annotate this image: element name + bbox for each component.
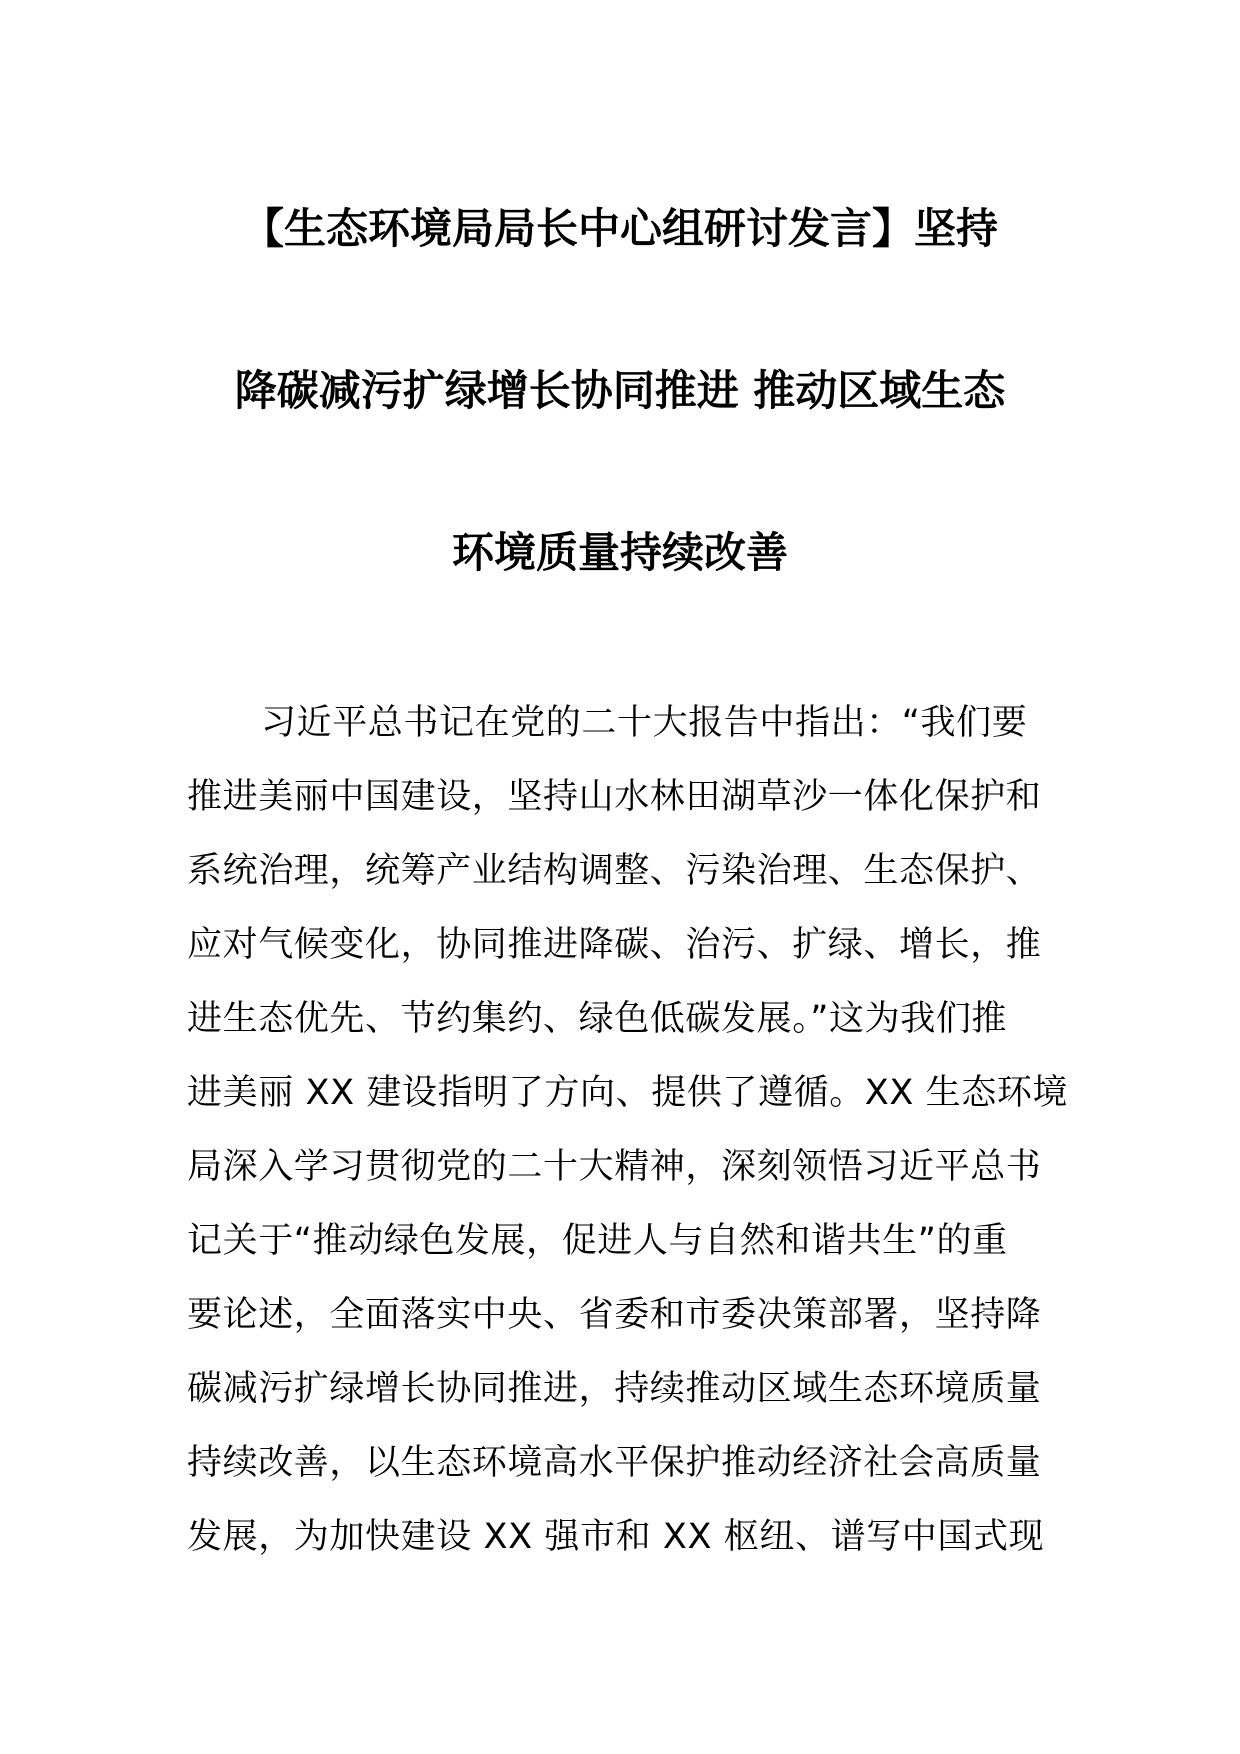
body-line: 进美丽 XX 建设指明了方向、提供了遵循。XX 生态环境 bbox=[187, 1073, 1069, 1113]
title-line-1: 【生态环境局局长中心组研讨发言】坚持 bbox=[241, 204, 998, 253]
title-line-3: 环境质量持续改善 bbox=[451, 528, 788, 577]
body-line: 应对气候变化，协同推进降碳、治污、扩绿、增长，推 bbox=[187, 925, 1042, 965]
title-line-2: 降碳减污扩绿增长协同推进 推动区域生态 bbox=[234, 366, 1006, 415]
body-line: 进生态优先、节约集约、绿色低碳发展。”这为我们推 bbox=[187, 999, 1008, 1039]
body-line: 系统治理，统筹产业结构调整、污染治理、生态保护、 bbox=[187, 851, 1042, 891]
body-line: 碳减污扩绿增长协同推进，持续推动区域生态环境质量 bbox=[187, 1369, 1042, 1409]
body-line: 习近平总书记在党的二十大报告中指出：“我们要 bbox=[261, 703, 1028, 743]
body-line: 局深入学习贯彻党的二十大精神，深刻领悟习近平总书 bbox=[187, 1147, 1042, 1187]
body-line: 发展，为加快建设 XX 强市和 XX 枢纽、谱写中国式现 bbox=[187, 1517, 1045, 1557]
body-line: 持续改善，以生态环境高水平保护推动经济社会高质量 bbox=[187, 1443, 1042, 1483]
body-line: 记关于“推动绿色发展，促进人与自然和谐共生”的重 bbox=[187, 1221, 1008, 1261]
body-line: 要论述，全面落实中央、省委和市委决策部署，坚持降 bbox=[187, 1295, 1042, 1335]
body-line: 推进美丽中国建设，坚持山水林田湖草沙一体化保护和 bbox=[187, 777, 1042, 817]
